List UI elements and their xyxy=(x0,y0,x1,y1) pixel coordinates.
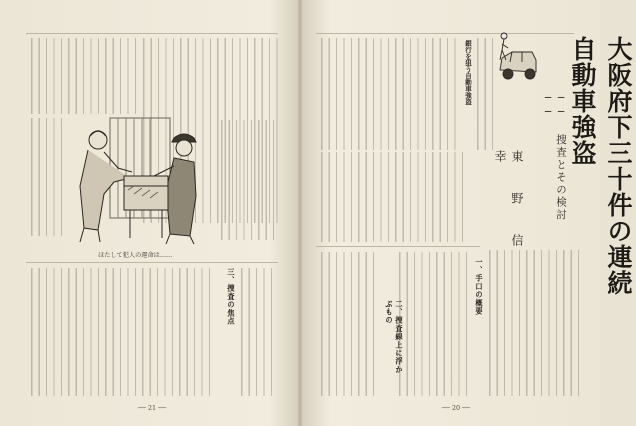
body-text-block xyxy=(218,120,278,240)
body-text-block xyxy=(28,118,64,236)
section-heading: 三、捜査の焦点 xyxy=(227,268,236,326)
body-text-block xyxy=(28,38,136,114)
right-page xyxy=(302,0,633,426)
section-heading: 一、手口の概要 xyxy=(475,258,484,316)
page-number: ── 20 ── xyxy=(442,404,471,412)
body-text-block xyxy=(486,250,580,396)
article-title: 大阪府下三十件の連続自動車強盗 xyxy=(568,36,633,296)
body-text-block xyxy=(474,38,496,150)
body-text-block xyxy=(318,152,468,242)
section-heading: 二、捜査線上に浮かぶもの xyxy=(385,300,404,374)
left-page xyxy=(0,0,298,426)
body-text-block xyxy=(238,268,278,396)
illustration-two-men xyxy=(70,116,215,246)
mid-rule xyxy=(26,262,278,263)
body-text-block xyxy=(318,252,378,396)
illustration-caption: ほたして犯人の運命は…… xyxy=(98,252,173,259)
top-rule xyxy=(26,33,278,34)
body-text-block xyxy=(396,252,470,396)
mid-rule xyxy=(316,246,480,247)
page-number: ── 21 ── xyxy=(138,404,167,412)
article-subtitle: ── 捜査とその検討 ── xyxy=(542,92,567,222)
illustration-car xyxy=(496,30,540,90)
body-text-block xyxy=(28,268,214,396)
article-kicker: 銀行を狙う自動車強盗 xyxy=(464,40,472,105)
article-author: 東 野 信 幸 xyxy=(493,150,524,276)
body-text-block xyxy=(318,38,458,150)
